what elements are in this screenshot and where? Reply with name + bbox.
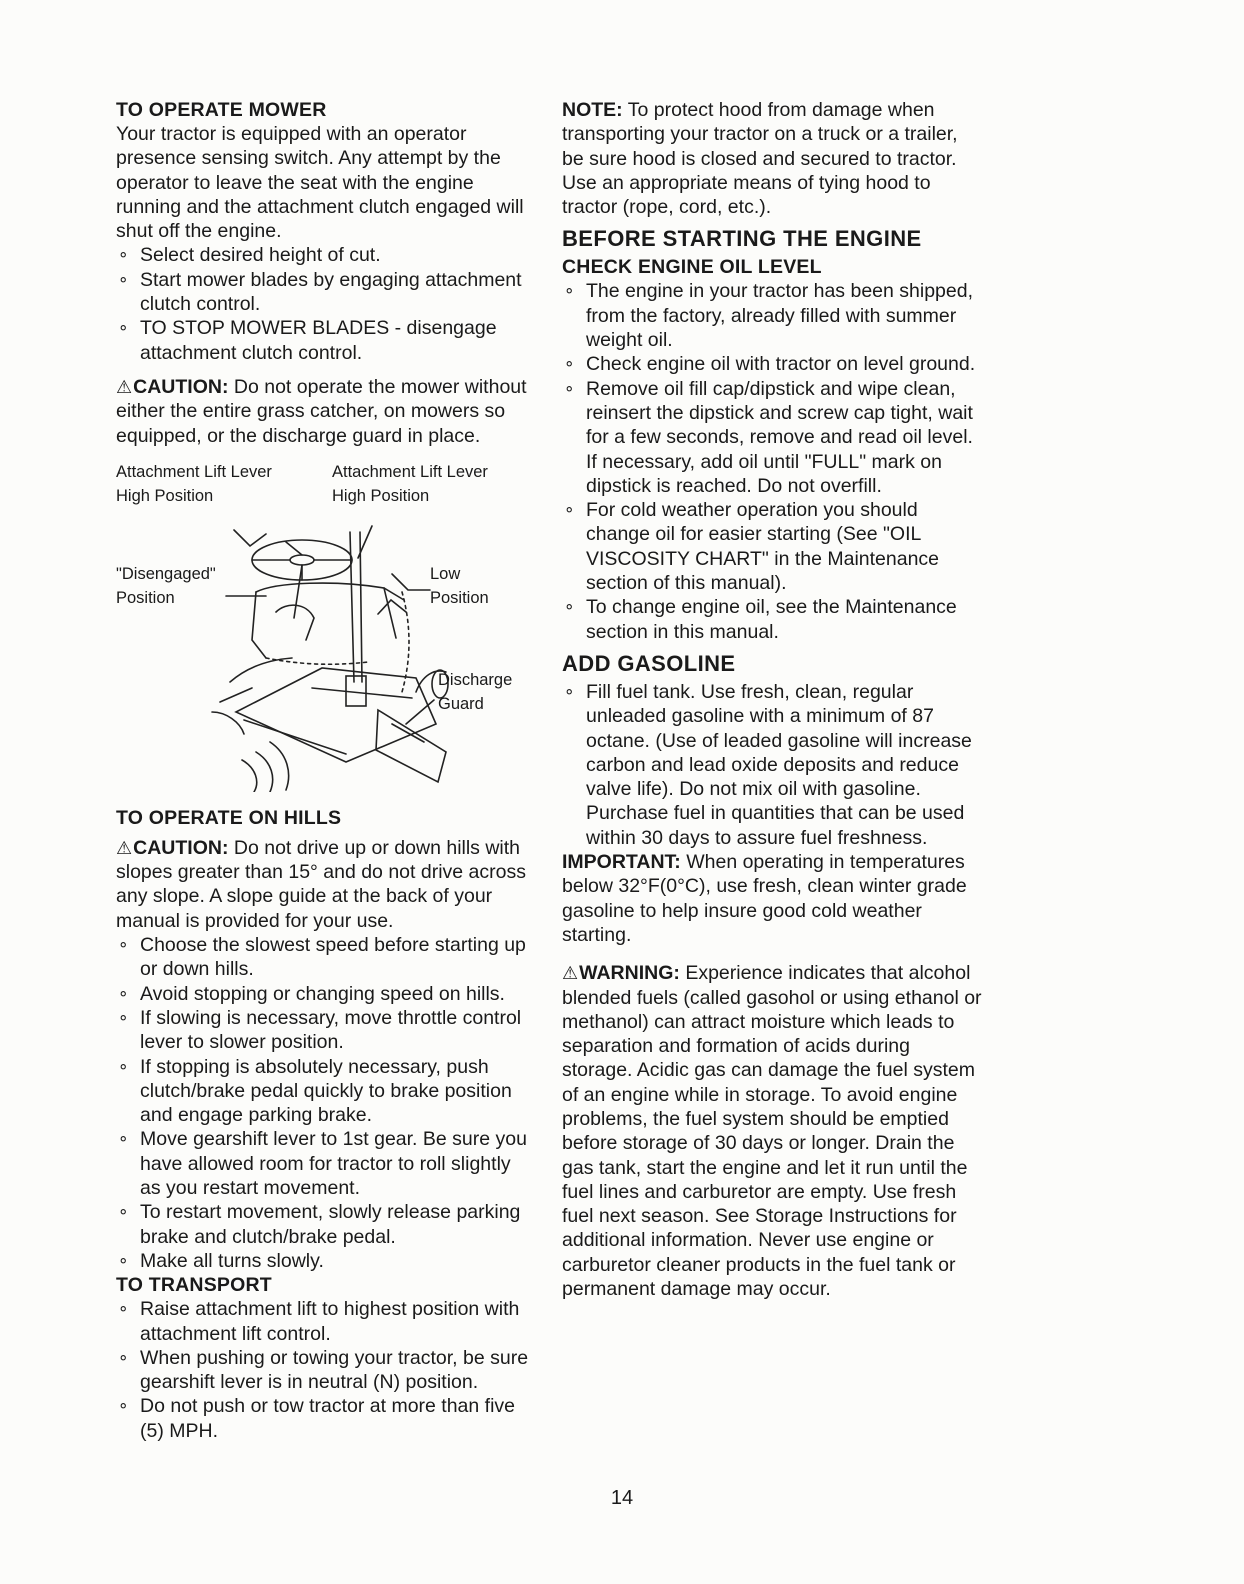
note-text: To protect hood from damage when transporting your tractor on a truck or a trailer, be sure hood is closed and secured to tractor. Use an appropriate means of tying hood to tractor (rope, cord, etc.). xyxy=(562,99,958,219)
label-disengaged-line2: Position xyxy=(116,588,175,607)
label-discharge-line1: Discharge xyxy=(438,670,513,689)
list-item: ∘ For cold weather operation you should change oil for easier starting (See "OIL VISCOSITY CHART" in the Maintenance section of this manual). xyxy=(562,498,982,595)
right-column xyxy=(562,98,982,1301)
caution-label: CAUTION: xyxy=(133,836,229,859)
check-oil-heading: CHECK ENGINE OIL LEVEL xyxy=(562,256,822,279)
list-item: ∘ Do not push or tow tractor at more than five (5) MPH. xyxy=(116,1394,536,1443)
list-item: ∘ When pushing or towing your tractor, be sure gearshift lever is in neutral (N) position. xyxy=(116,1346,536,1395)
important-text: When operating in temperatures below 32°F(0°C), use fresh, clean winter grade gasoline to help insure good cold weather starting. xyxy=(562,851,967,946)
label-high-left-line1: Attachment Lift Lever xyxy=(116,462,272,481)
list-item: ∘ If stopping is absolutely necessary, push clutch/brake pedal quickly to brake position and engage parking brake. xyxy=(116,1055,536,1128)
caution-text: Do not operate the mower without either the entire grass catcher, on mowers so equipped, or the discharge guard in place. xyxy=(116,375,527,447)
operate-mower-intro: Your tractor is equipped with an operator presence sensing switch. Any attempt by the operator to leave the seat with the engine running and the attachment clutch engaged will shut off the engine. xyxy=(116,123,524,243)
transport-list xyxy=(116,1297,536,1443)
label-high-right-line1: Attachment Lift Lever xyxy=(332,462,488,481)
list-item: ∘ The engine in your tractor has been shipped, from the factory, already filled with summer weight oil. xyxy=(562,279,982,352)
oil-list xyxy=(562,279,982,643)
operate-hills-heading: TO OPERATE ON HILLS xyxy=(116,806,342,829)
list-item: ∘ Move gearshift lever to 1st gear. Be sure you have allowed room for tractor to roll slightly as you restart movement. xyxy=(116,1127,536,1200)
label-high-left-line2: High Position xyxy=(116,486,214,505)
list-item: ∘ Make all turns slowly. xyxy=(116,1249,536,1273)
tractor-illustration xyxy=(116,462,536,792)
warning-triangle-icon: ⚠ xyxy=(116,376,133,397)
important-label: IMPORTANT: xyxy=(562,851,681,874)
operate-mower-heading: TO OPERATE MOWER xyxy=(116,99,327,121)
warning-text: Experience indicates that alcohol blended fuels (called gasohol or using ethanol or methanol) can attract moisture which leads to separation and formation of acids during storage. Acidic gas can damage the fuel system of an engine while in storage. To avoid engine problems, the fuel system should be emptied before storage of 30 days or longer. Drain the gas tank, start the engine and let it run until the fuel lines and carburetor are empty. Use fresh fuel next season. See Storage Instructions for additional information. Never use engine or carburetor cleaner products in the fuel tank or permanent damage may occur. xyxy=(562,962,982,1301)
warning-label: WARNING: xyxy=(579,962,680,985)
list-item: ∘ TO STOP MOWER BLADES - disengage attachment clutch control. xyxy=(116,316,536,365)
list-item: ∘ Start mower blades by engaging attachment clutch control. xyxy=(116,268,536,317)
important-paragraph xyxy=(562,850,982,947)
before-starting-heading: BEFORE STARTING THE ENGINE xyxy=(562,226,922,252)
lift-lever-figure xyxy=(116,462,536,792)
page-number: 14 xyxy=(610,1487,634,1509)
list-item: ∘ Choose the slowest speed before starting up or down hills. xyxy=(116,933,536,982)
list-item: ∘ Remove oil fill cap/dipstick and wipe clean, reinsert the dipstick and screw cap tight, wait for a few seconds, remove and read oil level. If necessary, add oil until "FULL" mark on dipstick is reached. Do not overfill. xyxy=(562,377,982,498)
operate-hills-list xyxy=(116,933,536,1273)
label-discharge-line2: Guard xyxy=(438,694,484,713)
list-item: ∘ Check engine oil with tractor on level ground. xyxy=(562,352,982,376)
list-item: ∘ Avoid stopping or changing speed on hills. xyxy=(116,982,536,1006)
left-column xyxy=(116,98,536,1443)
label-low-line2: Position xyxy=(430,588,489,607)
transport-heading: TO TRANSPORT xyxy=(116,1274,272,1297)
warning-paragraph xyxy=(562,961,982,1301)
caution-text: Do not drive up or down hills with slopes greater than 15° and do not drive across any slope. A slope guide at the back of your manual is provided for your use. xyxy=(116,836,526,932)
gasoline-list xyxy=(562,680,982,850)
caution-label: CAUTION: xyxy=(133,375,229,398)
note-label: NOTE: xyxy=(562,99,623,121)
hills-caution xyxy=(116,836,536,933)
operate-mower-list xyxy=(116,243,536,364)
list-item: ∘ Fill fuel tank. Use fresh, clean, regular unleaded gasoline with a minimum of 87 octane. (Use of leaded gasoline will increase carbon and lead oxide deposits and reduce valve life). Do not mix oil with gasoline. Purchase fuel in quantities that can be used within 30 days to assure fuel freshness. xyxy=(562,680,982,850)
warning-triangle-icon: ⚠ xyxy=(116,837,133,858)
label-high-right-line2: High Position xyxy=(332,486,430,505)
mower-caution xyxy=(116,375,536,448)
list-item: ∘ Select desired height of cut. xyxy=(116,243,536,267)
list-item: ∘ To restart movement, slowly release parking brake and clutch/brake pedal. xyxy=(116,1200,536,1249)
label-low-line1: Low xyxy=(430,564,461,583)
add-gasoline-heading: ADD GASOLINE xyxy=(562,650,736,676)
list-item: ∘ If slowing is necessary, move throttle control lever to slower position. xyxy=(116,1006,536,1055)
label-disengaged-line1: "Disengaged" xyxy=(116,564,216,583)
note-paragraph xyxy=(562,98,982,219)
list-item: ∘ To change engine oil, see the Maintenance section in this manual. xyxy=(562,595,982,644)
warning-triangle-icon: ⚠ xyxy=(562,963,579,984)
list-item: ∘ Raise attachment lift to highest position with attachment lift control. xyxy=(116,1297,536,1346)
